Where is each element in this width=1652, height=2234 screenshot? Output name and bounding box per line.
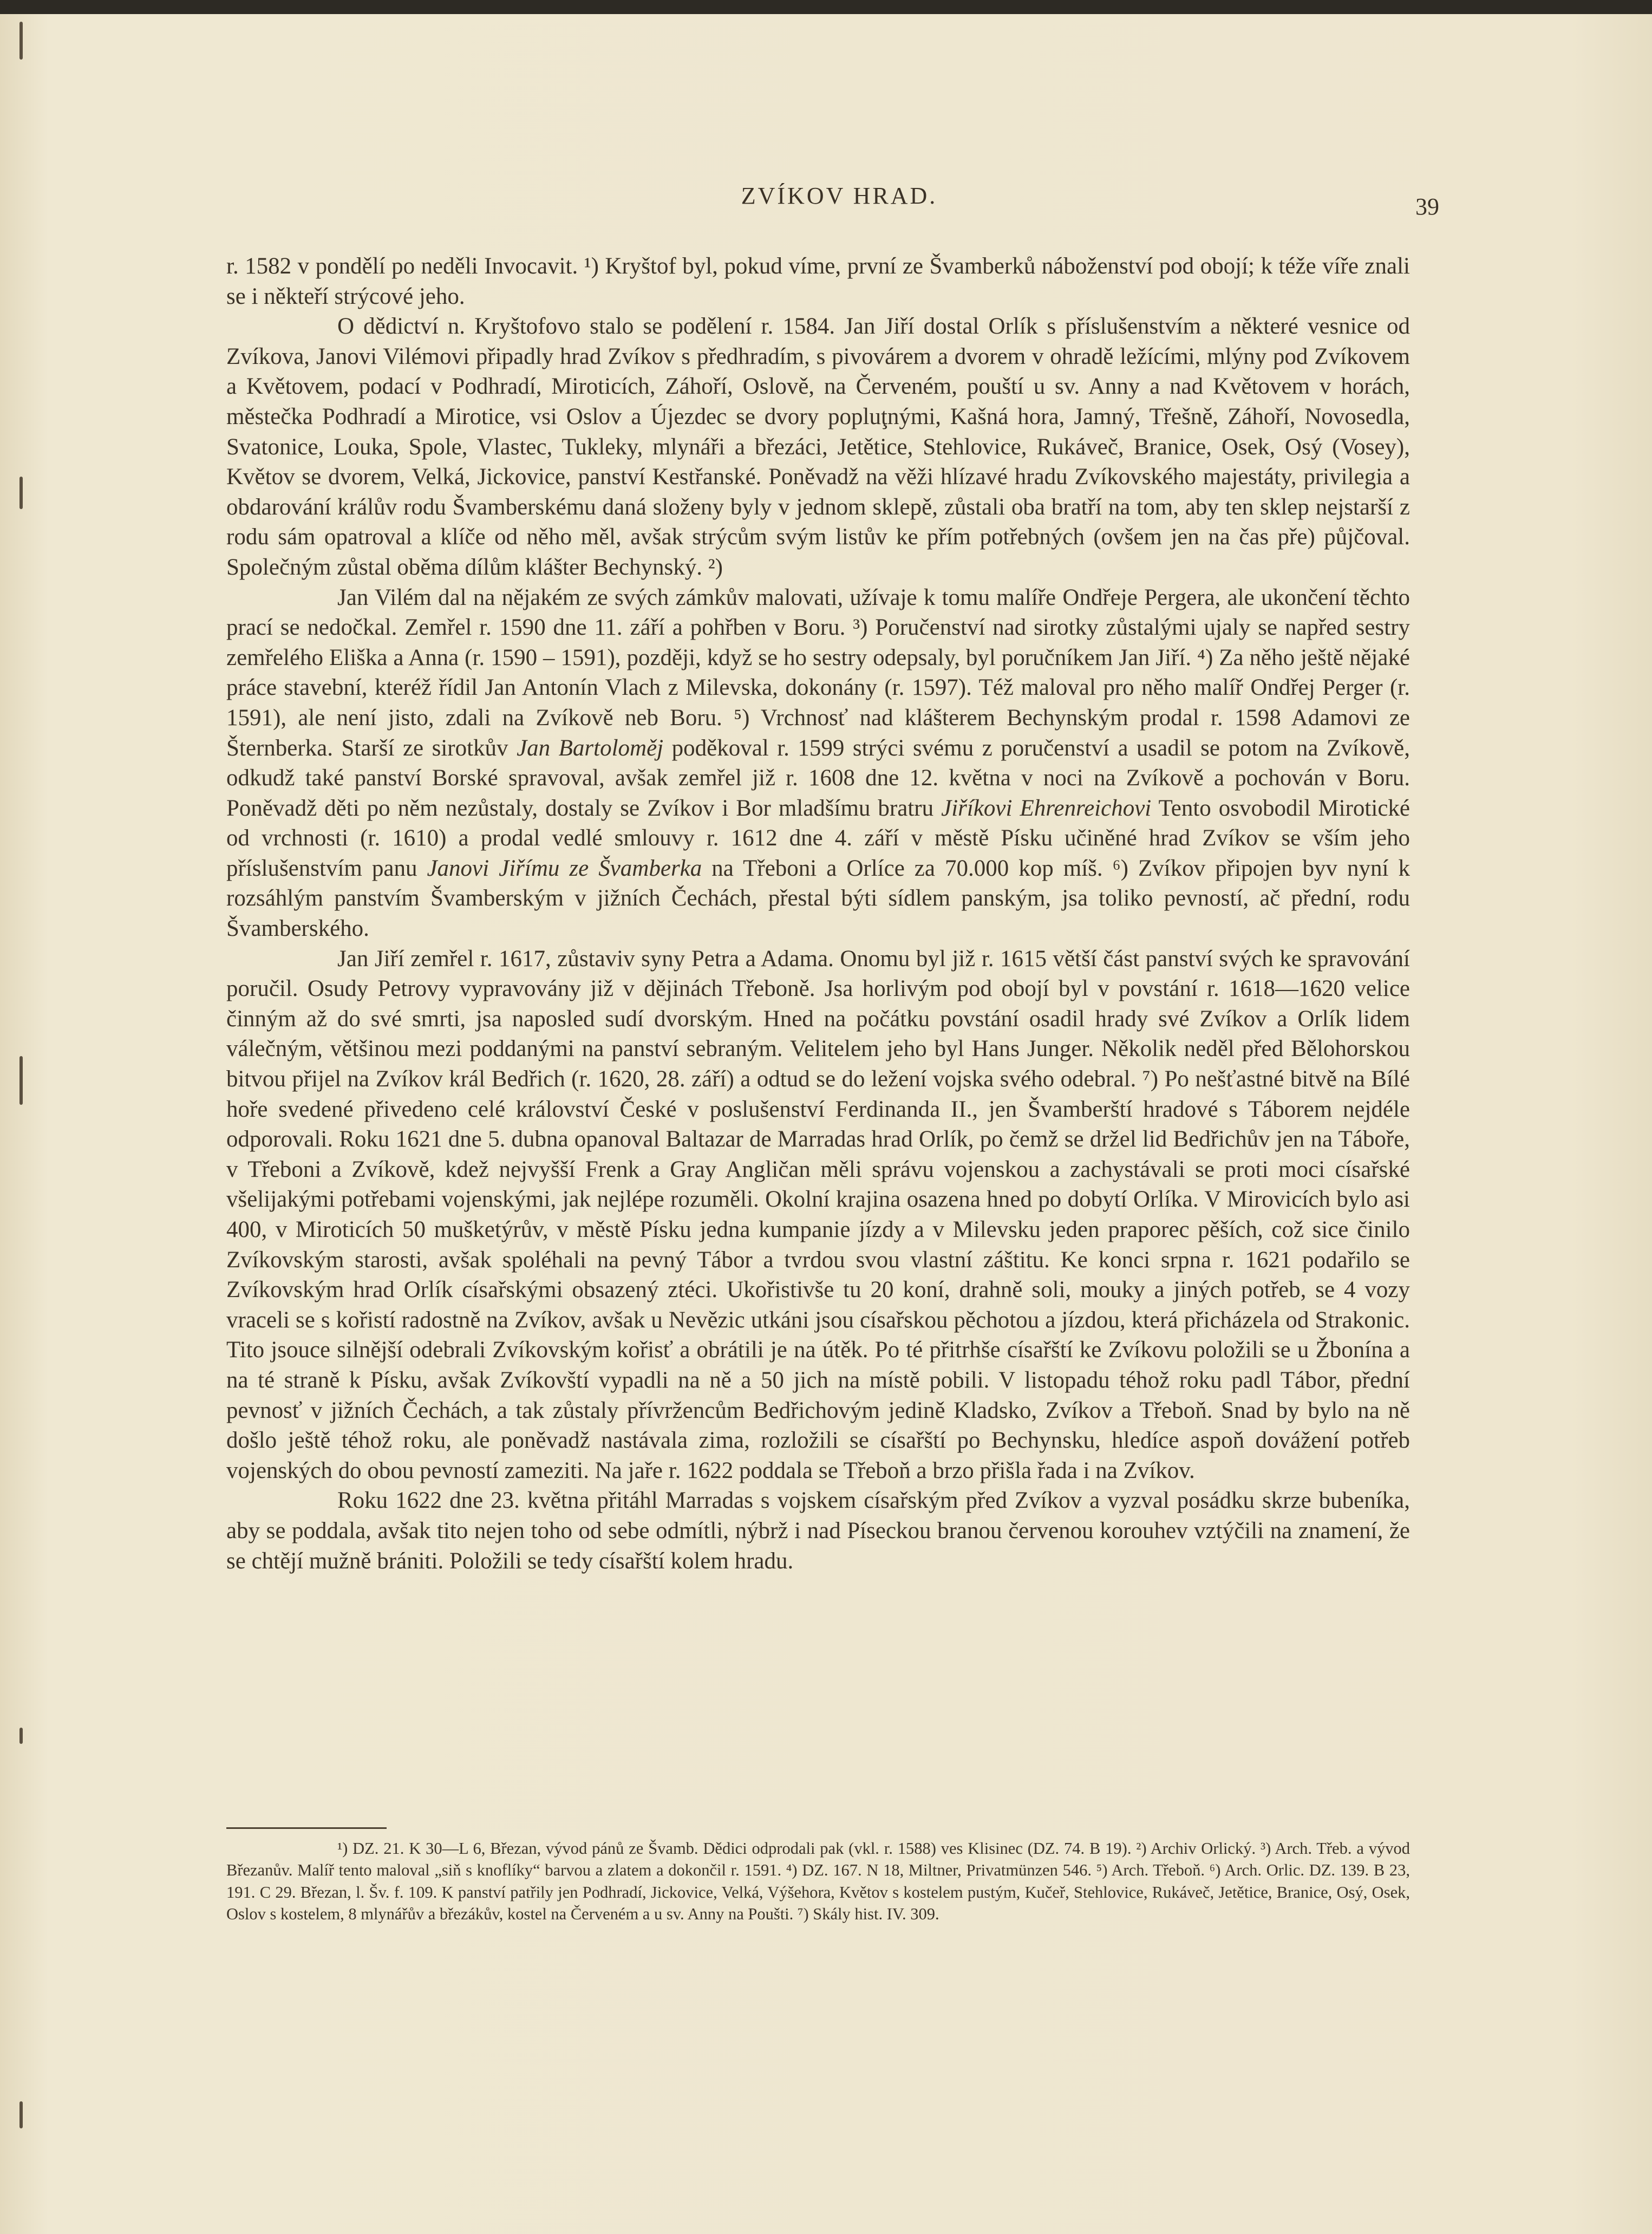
paragraph: O dědictví n. Kryštofovo stalo se podělení r. 1584. Jan Jiří dostal Orlík s příslušenstvím a některé vesnice od Zvíkova, Janovi Vilémovi připadly hrad Zvíkov s předhradím, s pivovárem a dvorem v ohradě ležícími, mlýny pod Zvíkovem a Květovem, podací v Podhradí, Miroticích, Záhoří, Oslově, na Červeném, pouští u sv. Anny a nad Květovem v horách, městečka Podhradí a Mirotice, vsi Oslov a Újezdec se dvory popluţnými, Kašná hora, Jamný, Třešně, Záhoří, Novosedla, Svatonice, Louka, Spole, Vlastec, Tukleky, mlynáři a březáci, Jetětice, Stehlovice, Rukáveč, Branice, Osek, Osý (Vosey), Květov se dvorem, Velká, Jickovice, panství Kestřanské. Poněvadž na věži hlízavé hradu Zvíkovského majestáty, privilegia a obdarování králův rodu Švamberskému daná složeny byly v jednom sklepě, zůstali oba bratří na tom, aby ten sklep nejstarší z rodu sám opatroval a klíče od něho měl, avšak strýcům svým listův ke přím potřebných (ovšem jen na čas pře) půjčoval. Společným zůstal oběma dílům klášter Bechynský. ²): [226, 314, 1410, 580]
paragraph: r. 1582 v pondělí po neděli Invocavit. ¹) Kryštof byl, pokud víme, první ze Švamberků náboženství pod obojí; k téže víře znali se i někteří strýcové jeho.: [226, 253, 1410, 309]
italic-name: Jiříkovi Ehrenreichovi: [941, 795, 1152, 821]
binding-mark: [19, 477, 23, 509]
page-number: 39: [1415, 193, 1439, 220]
binding-mark: [19, 1728, 23, 1744]
paragraph: Jan Jiří zemřel r. 1617, zůstaviv syny Petra a Adama. Onomu byl již r. 1615 větší část panství svých ke spravování poručil. Osudy Petrovy vypravovány již v dějinách Třeboně. Jsa horlivým pod obojí byl v povstání r. 1618—1620 velice činným až do své smrti, jsa naposled sudí dvorským. Hned na počátku povstání osadil hrady své Zvíkov a Orlík lidem válečným, většinou mezi poddanými na panství sebraným. Velitelem jeho byl Hans Junger. Několik neděl před Bělohorskou bitvou přijel na Zvíkov král Bedřich (r. 1620, 28. září) a odtud se do ležení vojska svého odebral. ⁷) Po nešťastné bitvě na Bílé hoře svedené přivedeno celé království České v poslušenství Ferdinanda II., jen Švamberští hradové s Táborem nejdéle odporovali. Roku 1621 dne 5. dubna opanoval Baltazar de Marradas hrad Orlík, po čemž se držel lid Bedřichův jen na Táboře, v Třeboni a Zvíkově, kdež nejvyšší Frenk a Gray Angličan měli správu vojenskou a zachystávali se proti moci císařské všelijakými potřebami vojenskými, jak nejlépe rozuměli. Okolní krajina osazena hned po dobytí Orlíka. V Mirovicích bylo asi 400, v Miroticích 50 mušketýrův, v městě Písku jedna kumpanie jízdy a v Milevsku jeden praporec pěších, což sice činilo Zvíkovským starosti, avšak spoléhali na pevný Tábor a tvrdou svou vlastní záštitu. Ke konci srpna r. 1621 podařilo se Zvíkovským hrad Orlík císařskými obsazený ztéci. Ukořistivše tu 20 koní, drahně soli, mouky a jiných potřeb, se 4 vozy vraceli se s kořistí radostně na Zvíkov, avšak u Nevězic utkáni jsou císařskou pěchotou a jízdou, která přicházela od Strakonic. Tito jsouce silnější odebrali Zvíkovským kořisť a obrátili je na útěk. Po té přitrhše císařští ke Zvíkovu položili se u Žbonína a na té straně k Písku, avšak Zvíkovští vypadli na ně a 50 jich na místě pobili. V listopadu téhož roku padl Tábor, přední pevnosť v jižních Čechách, a tak zůstaly přívržencům Bedřichovým jedině Kladsko, Zvíkov a Třeboň. Snad by bylo na ně došlo ještě téhož roku, ale poněvadž nastávala zima, rozložili se císařští po Bechynsku, hledíce aspoň dovážení potřeb vojenských do obou pevností zameziti. Na jaře r. 1622 poddala se Třeboň a brzo přišla řada i na Zvíkov.: [226, 946, 1410, 1483]
scan-top-edge: [0, 0, 1652, 14]
paragraph: [226, 583, 1410, 944]
paragraph-text: Jan Vilém dal na nějakém ze svých zámkův malovati, užívaje k tomu malíře Ondřeje Pergera, ale ukončení těchto prací se nedočkal. Zemřel r. 1590 dne 11. září a pohřben v Boru. ³) Poručenství nad sirotky zůstalými ujaly se napřed sestry zemřelého Eliška a Anna (r. 1590 – 1591), později, když se ho sestry odepsaly, byl poručníkem Jan Jiří. ⁴) Za něho ještě nějaké práce stavební, kteréž řídil Jan Antonín Vlach z Milevska, dokonány (r. 1597). Též maloval pro něho malíř Ondřej Perger (r. 1591), ale není jisto, zdali na Zvíkově neb Boru. ⁵) Vrchnosť nad klášterem Bechynským prodal r. 1598 Adamovi ze Šternberka. Starší ze sirotkův: [226, 584, 1410, 761]
paragraph-text: Tento osvobodil Mirotické od vrchnosti (r. 1610) a prodal vedlé smlouvy r. 1612 dne 4. září v městě Písku učiněné hrad Zvíkov se vším jeho příslušenstvím panu: [226, 795, 1410, 881]
binding-mark: [19, 2101, 23, 2128]
italic-name: Janovi Jiřímu ze Švamberka: [427, 855, 702, 881]
paragraph-text: poděkoval r. 1599 strýci svému z poručenství a usadil se potom na Zvíkově, odkudž také panství Borské spravoval, avšak zemřel již r. 1608 dne 12. května v noci na Zvíkově a pochován v Boru. Poněvadž děti po něm nezůstaly, dostaly se Zvíkov i Bor mladšímu bratru: [226, 735, 1411, 821]
binding-mark: [19, 22, 23, 60]
binding-mark: [19, 1056, 23, 1105]
running-head: ZVÍKOV HRAD.: [741, 183, 938, 209]
footnote-text: ¹) DZ. 21. K 30—L 6, Březan, vývod pánů ze Švamb. Dědici odprodali pak (vkl. r. 1588) ves Klisinec (DZ. 74. B 19). ²) Archiv Orlický. ³) Arch. Třeb. a vývod Březanův. Malíř tento maloval „siň s knoflíky“ barvou a zlatem a dokončil r. 1591. ⁴) DZ. 167. N 18, Miltner, Privatmünzen 546. ⁵) Arch. Třeboň. ⁶) Arch. Orlic. DZ. 139. B 23, 191. C 29. Březan, l. Šv. f. 109. K panství patřily jen Podhradí, Jickovice, Velká, Výšehora, Květov s kostelem pustým, Kučeř, Stehlovice, Rukáveč, Jetětice, Branice, Osý, Osek, Oslov s kostelem, 8 mlynářův a březákův, kostel na Červeném a u sv. Anny na Poušti. ⁷) Skály hist. IV. 309.: [226, 1839, 1410, 1923]
footnote-divider: [226, 1827, 387, 1829]
paragraph: Roku 1622 dne 23. května přitáhl Marradas s vojskem císařským před Zvíkov a vyzval posádku skrze bubeníka, aby se poddala, avšak tito nejen toho od sebe odmítli, nýbrž i nad Píseckou branou červenou korouhev vztýčili na znamení, že se chtějí mužně brániti. Položili se tedy císařští kolem hradu.: [226, 1488, 1410, 1574]
paragraph-text: na Třeboni a Orlíce za 70.000 kop míš. ⁶) Zvíkov připojen byv nyní k rozsáhlým panstvím Švamberským v jižních Čechách, přestal býti sídlem panským, jsa toliko pevností, ač přední, rodu Švamberského.: [226, 855, 1410, 942]
italic-name: Jan Bartoloměj: [517, 735, 664, 761]
footnotes: [226, 1838, 1410, 1925]
body-text: [226, 251, 1410, 1576]
